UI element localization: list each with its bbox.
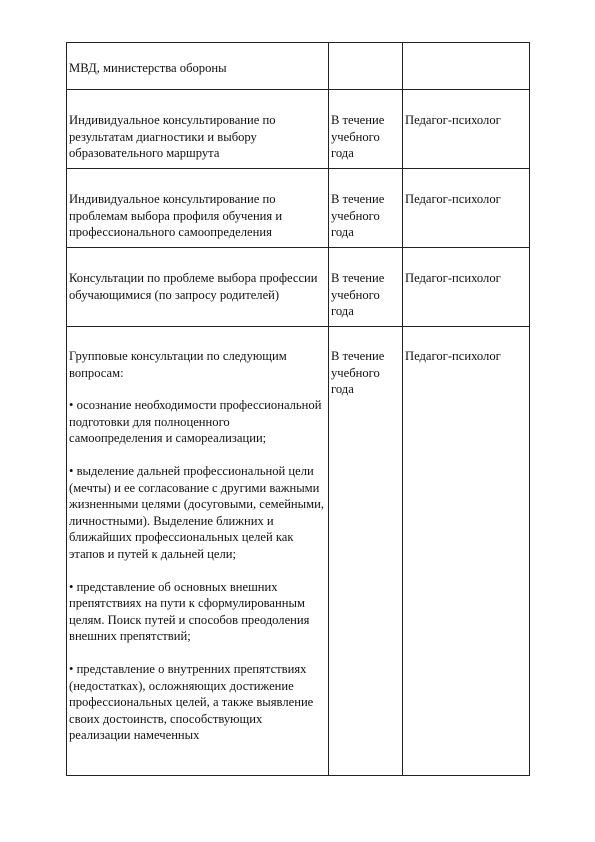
responsible-cell [403, 169, 530, 248]
table-row [67, 327, 530, 776]
responsible-text: Педагог-психолог [405, 349, 501, 363]
term-text: В течение учебного года [331, 349, 385, 397]
responsible-text: Педагог-психолог [405, 113, 501, 127]
table-row [67, 90, 530, 169]
term-cell [329, 43, 403, 90]
responsible-text: Педагог-психолог [405, 192, 501, 206]
event-cell [67, 90, 329, 169]
event-text: МВД, министерства обороны [69, 61, 227, 75]
event-cell [67, 43, 329, 90]
responsible-cell [403, 248, 530, 327]
event-cell [67, 169, 329, 248]
responsible-cell [403, 90, 530, 169]
table-row [67, 43, 530, 90]
responsible-cell [403, 327, 530, 776]
term-cell [329, 248, 403, 327]
term-text: В течение учебного года [331, 192, 385, 240]
table-row [67, 169, 530, 248]
term-cell [329, 327, 403, 776]
responsible-text: Педагог-психолог [405, 271, 501, 285]
event-cell [67, 248, 329, 327]
career-guidance-plan-table [66, 42, 530, 776]
event-cell [67, 327, 329, 776]
event-text: Консультации по проблеме выбора профессии обучающимися (по запросу родителей) [69, 271, 318, 302]
term-text: В течение учебного года [331, 271, 385, 319]
event-intro-text: Групповые консультации по следующим вопросам: [69, 349, 287, 380]
term-cell [329, 90, 403, 169]
event-bullet-item: • выделение дальней профессиональной цели (мечты) и ее согласование с другими важными жизненными целями (досуговыми, семейными, личностными). Выделение ближних и ближайших профессиональных целей как этапов и путей к дальней цели; [69, 463, 326, 563]
event-bullet-item: • представление о внутренних препятствиях (недостатках), осложняющих достижение профессиональных целей, а также выявление своих достоинств, способствующих реализации намеченных [69, 661, 326, 744]
event-text: Индивидуальное консультирование по проблемам выбора профиля обучения и профессионального самоопределения [69, 192, 283, 240]
term-cell [329, 169, 403, 248]
event-bullet-item: • осознание необходимости профессиональной подготовки для полноценного самоопределения и самореализации; [69, 397, 326, 447]
responsible-cell [403, 43, 530, 90]
event-bullet-item: • представление об основных внешних препятствиях на пути к сформулированным целям. Поиск путей и способов преодоления внешних препятствий; [69, 579, 326, 645]
event-text: Индивидуальное консультирование по результатам диагностики и выбору образовательного маршрута [69, 113, 276, 161]
term-text: В течение учебного года [331, 113, 385, 161]
table-row [67, 248, 530, 327]
